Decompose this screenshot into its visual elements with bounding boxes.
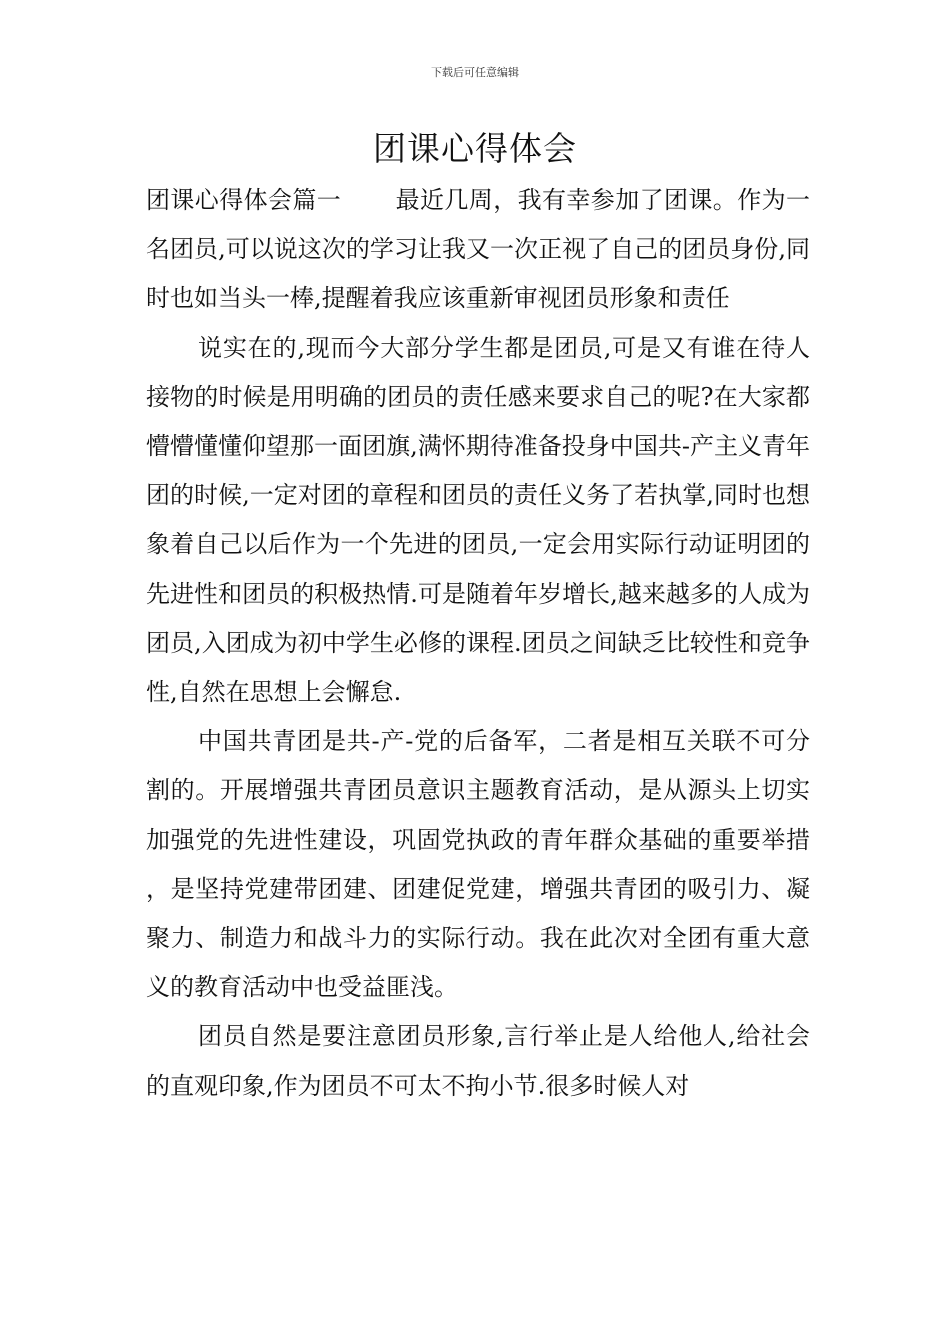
paragraph-2: 说实在的,现而今大部分学生都是团员,可是又有谁在待人接物的时候是用明确的团员的责任感来要求自己的呢?在大家都懵懵懂懂仰望那一面团旗,满怀期待准备投身中国共-产主义青年团的时候,一定对团的章程和团员的责任义务了若执掌,同时也想象着自己以后作为一个先进的团员,一定会用实际行动证明团的先进性和团员的积极热情.可是随着年岁增长,越来越多的人成为团员,入团成为初中学生必修的课程.团员之间缺乏比较性和竞争性,自然在思想上会懈怠.: [146, 333, 810, 707]
paragraph-3: 中国共青团是共-产-党的后备军，二者是相互关联不可分割的。开展增强共青团员意识主题教育活动，是从源头上切实加强党的先进性建设，巩固党执政的青年群众基础的重要举措，是坚持党建带团建、团建促党建，增强共青团的吸引力、凝聚力、制造力和战斗力的实际行动。我在此次对全团有重大意义的教育活动中也受益匪浅。: [146, 727, 810, 1002]
paragraph-1: [146, 176, 810, 324]
paragraph-1-text: 最近几周，我有幸参加了团课。作为一名团员,可以说这次的学习让我又一次正视了自己的团员身份,同时也如当头一棒,提醒着我应该重新审视团员形象和责任: [146, 186, 811, 313]
document-title: 团课心得体会: [373, 129, 577, 168]
header-note: 下载后可任意编辑: [431, 66, 519, 79]
paragraph-1-lead: 团课心得体会篇一: [146, 186, 342, 214]
document-body: [146, 176, 810, 1111]
paragraph-4: 团员自然是要注意团员形象,言行举止是人给他人,给社会的直观印象,作为团员不可太不拘小节.很多时候人对: [146, 1022, 810, 1100]
